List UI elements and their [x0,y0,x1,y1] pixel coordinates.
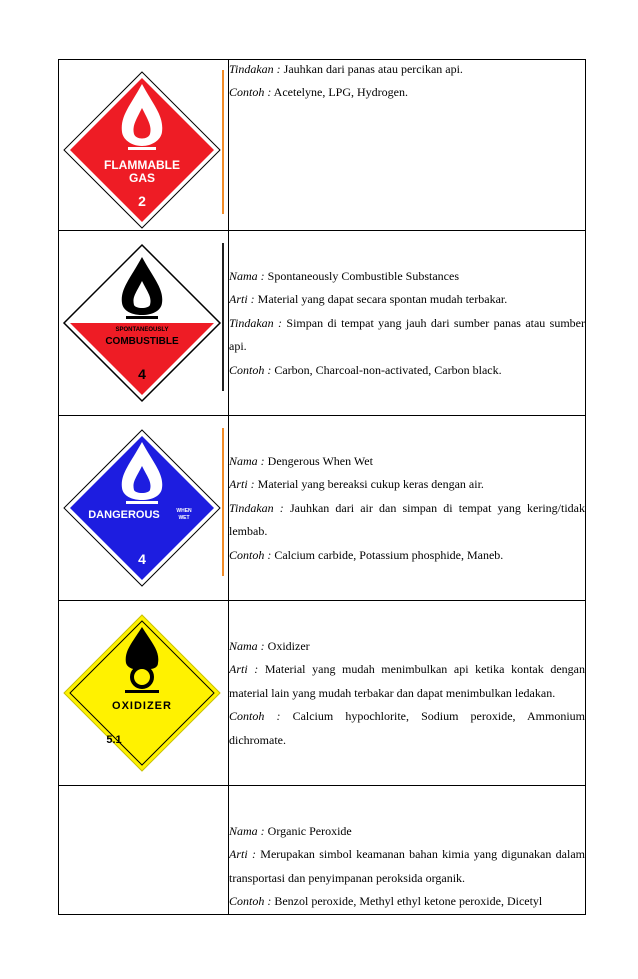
dangerous-when-wet-icon [62,428,222,588]
oxidizer-icon [62,613,222,773]
hazard-symbols-table [58,59,586,915]
field-label: Contoh : [229,85,272,100]
field-label: Tindakan : [229,500,284,515]
spontaneously-combustible-icon [62,243,222,403]
field-value: Simpan di tempat yang jauh dari sumber panas atau sumber api. [229,315,585,354]
field-label: Contoh : [229,709,281,724]
symbol-cell-empty [59,786,229,915]
description-line [229,312,585,359]
field-label: Arti : [229,477,255,492]
field-value: Jauhkan dari panas atau percikan api. [280,62,463,76]
symbol-class-number: 4 [138,366,146,382]
table-row [59,786,586,915]
description-line [229,658,585,705]
description-line [229,843,585,890]
flammable-gas-icon [62,70,222,230]
description-line [229,359,585,382]
field-label: Contoh : [229,362,272,377]
field-label: Nama : [229,454,265,468]
margin-rule [222,428,224,576]
field-value: Jauhkan dari air dan simpan di tempat yang kering/tidak lembab. [229,500,585,539]
symbol-cell [59,601,229,786]
field-label: Nama : [229,639,265,653]
description-line [229,705,585,752]
symbol-cell [59,231,229,416]
field-value: Material yang dapat secara spontan mudah terbakar. [254,292,508,307]
symbol-class-number: 5.1 [106,734,122,746]
symbol-line1: FLAMMABLE [104,158,180,172]
table-row [59,416,586,601]
field-value: Calcium hypochlorite, Sodium peroxide, Ammonium dichromate. [229,709,585,747]
symbol-line1: DANGEROUS [88,509,160,521]
field-label: Arti : [229,292,255,307]
field-label: Tindakan : [229,62,281,76]
description-cell [229,231,586,416]
description-line [229,288,585,311]
margin-rule [222,243,224,391]
description-cell [229,601,586,786]
description-line [229,497,585,544]
field-value: Oxidizer [264,639,310,653]
description-line [229,890,585,913]
field-label: Nama : [229,824,265,838]
description-line [229,265,585,288]
description-line [229,81,585,104]
table-row [59,231,586,416]
field-value: Carbon, Charcoal-non-activated, Carbon black. [271,362,502,377]
description-cell [229,416,586,601]
symbol-line2: COMBUSTIBLE [105,336,179,347]
field-value: Acetelyne, LPG, Hydrogen. [271,85,408,100]
description-line [229,635,585,658]
symbol-line2: GAS [128,171,156,185]
table-row [59,60,586,231]
field-label: Arti : [229,847,256,862]
field-label: Arti : [229,662,259,677]
description-cell [229,60,586,231]
field-label: Nama : [229,269,265,283]
symbol-cell [59,60,229,231]
symbol-cell [59,416,229,601]
field-value: Dengerous When Wet [264,454,373,468]
field-value: Calcium carbide, Potassium phosphide, Maneb. [271,547,504,562]
field-value: Spontaneously Combustible Substances [264,269,459,283]
margin-rule [222,70,224,214]
field-value: Merupakan simbol keamanan bahan kimia yang digunakan dalam transportasi dan penyimpanan peroksida organik. [229,847,585,885]
description-line [229,58,585,81]
description-cell [229,786,586,915]
symbol-class-number: 2 [138,193,146,209]
symbol-line1: OXIDIZER [112,700,172,712]
field-value: Benzol peroxide, Methyl ethyl ketone peroxide, Dicetyl [271,894,543,909]
field-label: Tindakan : [229,315,283,330]
field-label: Contoh : [229,894,272,909]
description-line [229,544,585,567]
symbol-line1: SPONTANEOUSLY [115,327,169,333]
table-row [59,601,586,786]
field-label: Contoh : [229,547,272,562]
field-value: Organic Peroxide [264,824,352,838]
symbol-line2b: WET [178,515,190,521]
description-line [229,473,585,496]
symbol-line2a: WHEN [176,508,192,514]
description-line [229,820,585,843]
description-line [229,450,585,473]
field-value: Material yang mudah menimbulkan api ketika kontak dengan material lain yang mudah terbakar dan dapat menimbulkan ledakan. [229,662,585,700]
field-value: Material yang bereaksi cukup keras dengan air. [254,477,484,492]
symbol-class-number: 4 [138,551,146,567]
